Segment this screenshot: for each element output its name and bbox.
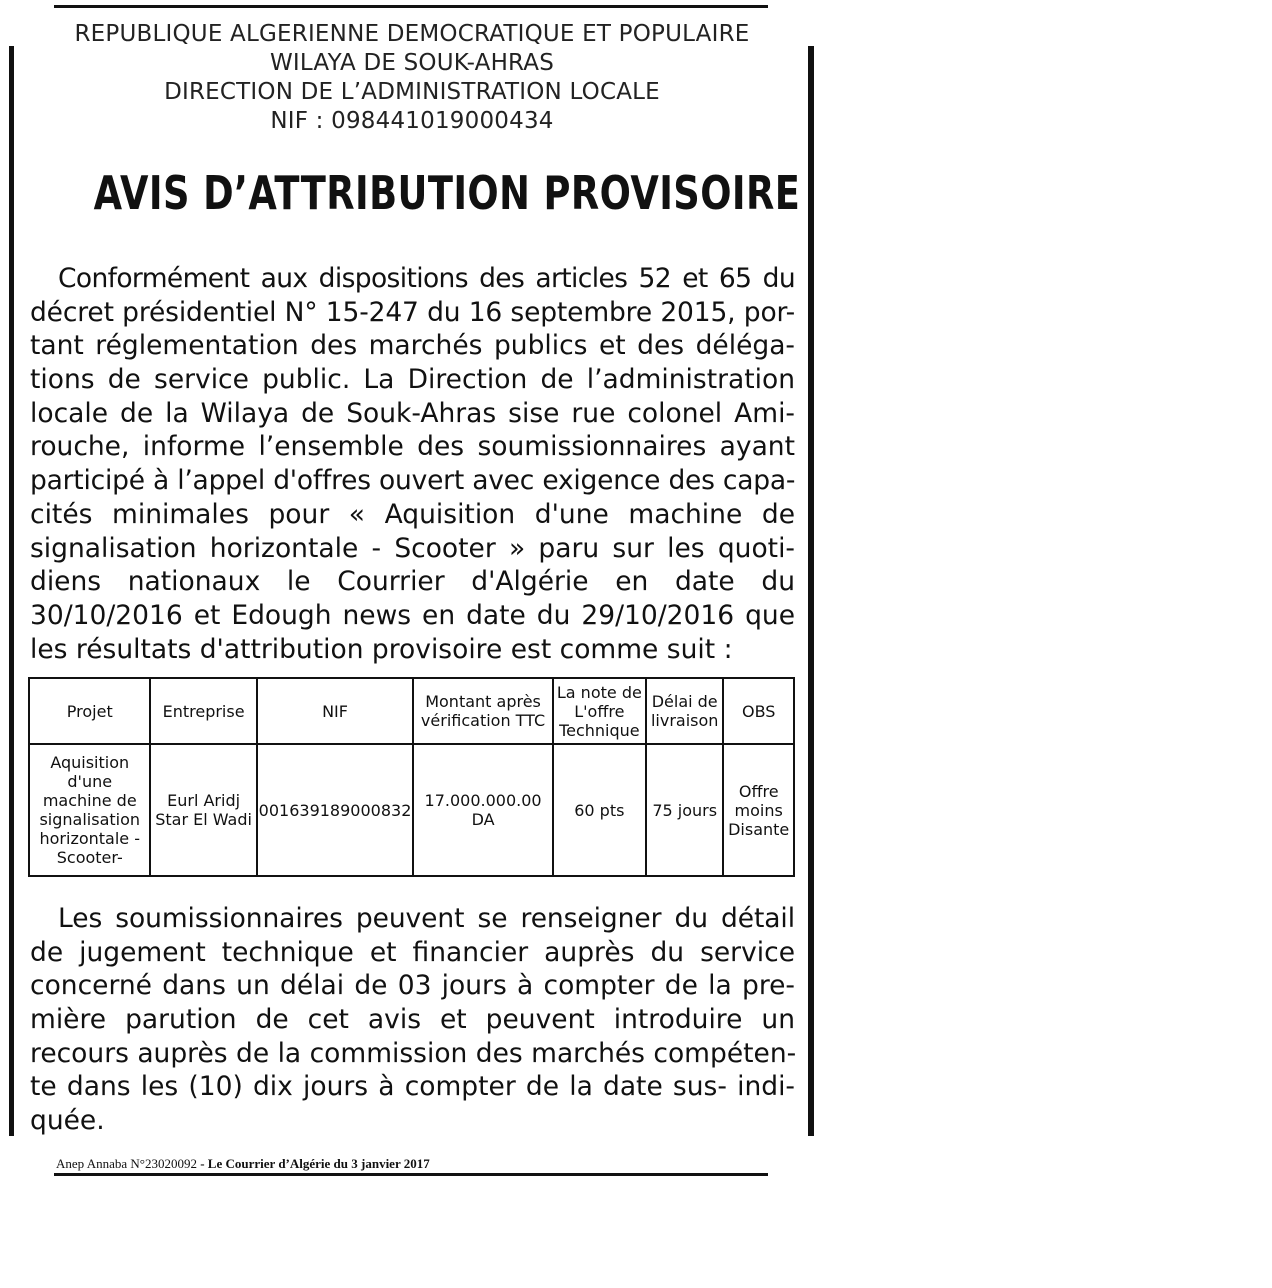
table-header-row: [29, 678, 794, 744]
paragraph-line: les résultats d'attribution provisoire est comme suit :: [30, 633, 733, 665]
paragraph-line: tant réglementation des marchés publics et des déléga-: [30, 330, 795, 362]
paragraph-line: te dans les (10) dix jours à compter de la date sus- indi-: [30, 1071, 795, 1103]
header-country: REPUBLIQUE ALGERIENNE DEMOCRATIQUE ET POPULAIRE: [74, 21, 750, 47]
cell-montant: 17.000.000.00 DA: [413, 744, 552, 876]
column-header-nif: NIF: [257, 678, 414, 744]
header-nif: NIF : 098441019000434: [270, 108, 554, 134]
table-row: [29, 744, 794, 876]
intro-paragraph: [30, 262, 795, 666]
bottom-rule: [54, 1173, 768, 1176]
publication-footer: [56, 1156, 430, 1172]
paragraph-line: de jugement technique et financier auprès du service: [30, 936, 795, 968]
paragraph-line: concerné dans un délai de 03 jours à compter de la pre-: [30, 970, 795, 1002]
column-header-projet: Projet: [29, 678, 150, 744]
paragraph-line: tions de service public. La Direction de l’administration: [30, 364, 795, 396]
header-block: [14, 20, 810, 136]
cell-delai: 75 jours: [646, 744, 723, 876]
paragraph-line: Conformément aux dispositions des articles 52 et 65 du: [58, 263, 795, 294]
paragraph-line: quée.: [30, 1105, 105, 1137]
cell-projet: Aquisition d'une machine de signalisation horizontale -Scooter-: [29, 744, 150, 876]
cell-obs: Offre moins Disante: [723, 744, 794, 876]
cell-nif: 001639189000832: [257, 744, 414, 876]
cell-note: 60 pts: [553, 744, 646, 876]
column-header-delai: Délai de livraison: [646, 678, 723, 744]
footer-agency: Anep Annaba N°23020092: [56, 1156, 197, 1171]
paragraph-line: locale de la Wilaya de Souk-Ahras sise rue colonel Ami-: [30, 397, 795, 429]
cell-entreprise: Eurl Aridj Star El Wadi: [150, 744, 256, 876]
paragraph-line: décret présidentiel N° 15-247 du 16 septembre 2015, por-: [30, 296, 795, 328]
header-direction: DIRECTION DE L’ADMINISTRATION LOCALE: [164, 79, 660, 105]
paragraph-line: rouche, informe l’ensemble des soumissionnaires ayant: [30, 431, 795, 463]
header-wilaya: WILAYA DE SOUK-AHRAS: [269, 50, 555, 76]
column-header-note: La note de L'offre Technique: [553, 678, 646, 744]
top-rule: [54, 5, 768, 8]
column-header-obs: OBS: [723, 678, 794, 744]
paragraph-line: diens nationaux le Courrier d'Algérie en date du: [30, 566, 795, 598]
paragraph-line: cités minimales pour « Aquisition d'une machine de: [30, 498, 795, 530]
closing-paragraph: [30, 902, 795, 1138]
results-table: [28, 677, 795, 877]
paragraph-line: 30/10/2016 et Edough news en date du 29/10/2016 que: [30, 599, 795, 631]
column-header-montant: Montant après vérification TTC: [413, 678, 552, 744]
paragraph-line: recours auprès de la commission des marchés compéten-: [30, 1037, 797, 1069]
paragraph-line: Les soumissionnaires peuvent se renseigner du détail: [58, 903, 795, 934]
paragraph-line: mière parution de cet avis et peuvent introduire un: [30, 1004, 795, 1036]
right-border-bar: [808, 46, 814, 1136]
paragraph-line: signalisation horizontale - Scooter » paru sur les quoti-: [30, 532, 795, 564]
footer-source: - Le Courrier d’Algérie du 3 janvier 2017: [200, 1156, 430, 1171]
notice-title: AVIS D’ATTRIBUTION PROVISOIRE: [93, 166, 801, 220]
paragraph-line: participé à l’appel d'offres ouvert avec exigence des capa-: [30, 465, 796, 497]
left-border-bar: [9, 46, 14, 1136]
column-header-entreprise: Entreprise: [150, 678, 256, 744]
